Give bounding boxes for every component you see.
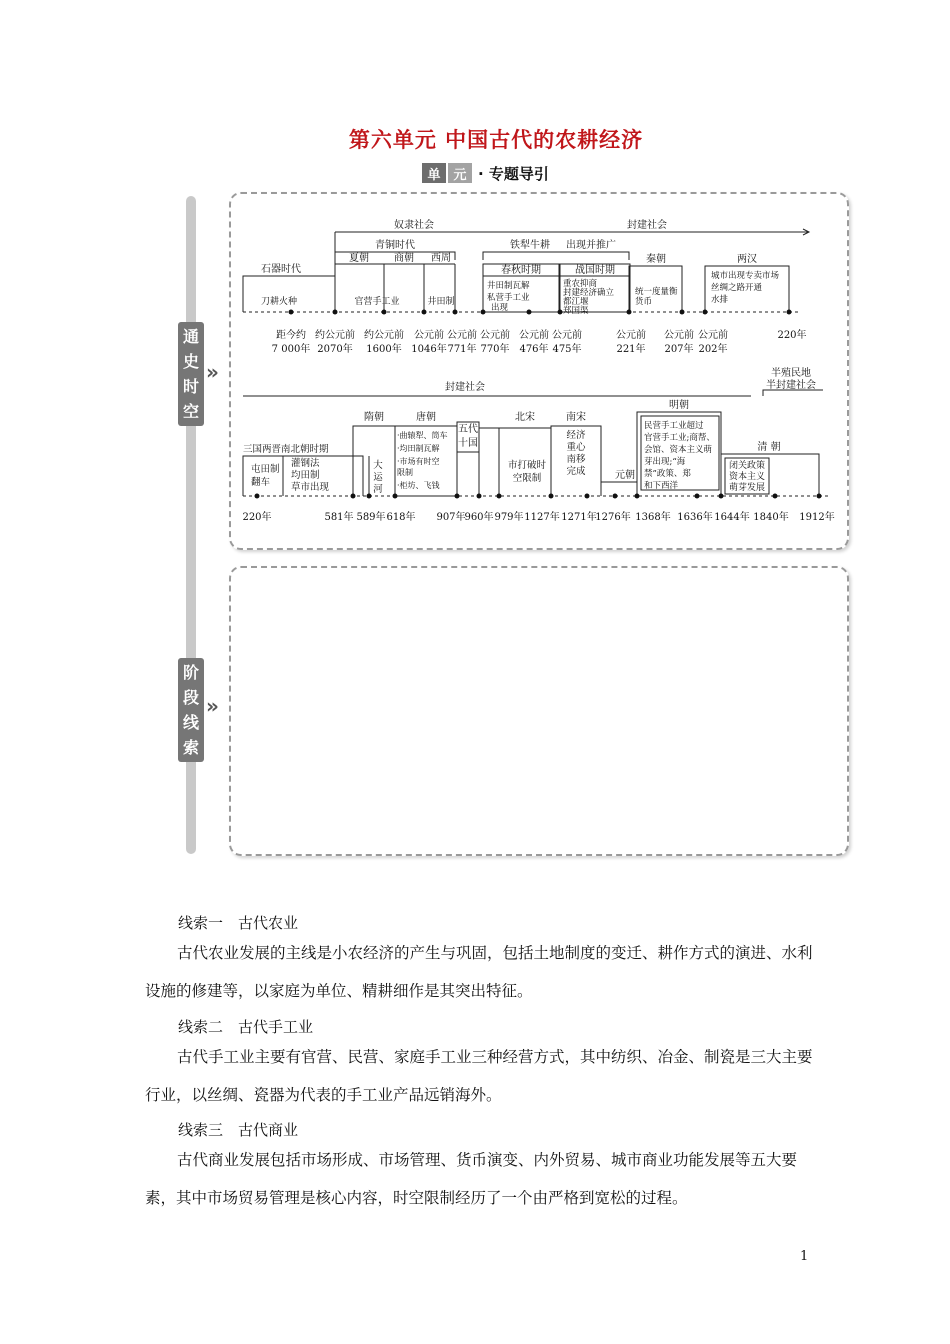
timeline-point (627, 310, 632, 315)
event-label: 空限制 (512, 473, 542, 484)
date-labels (242, 510, 834, 523)
date-label: 1046年 (411, 344, 447, 355)
event-label: 运 (373, 472, 383, 483)
event-label: 大 (373, 460, 383, 471)
event-label: 重农抑商 (563, 279, 598, 289)
date-label: 207年 (664, 344, 694, 355)
date-label: 7 000年 (271, 344, 311, 355)
society-label: 半殖民地 (771, 368, 811, 379)
period-label: 两汉 (737, 254, 757, 265)
page-number: 1 (800, 1249, 809, 1264)
event-label: 和下西洋 (644, 481, 679, 491)
event-label: ·柜坊、飞钱 (397, 481, 440, 490)
section-body: 古代手工业主要有官营、民营、家庭手工业三种经营方式，其中纺织、冶金、制瓷是三大主要行业，以丝绸、瓷器为代表的手工业产品远销海外。 (145, 1048, 813, 1104)
timeline-point (695, 494, 700, 499)
period-label: 西周 (431, 253, 451, 264)
date-label: 1636年 (677, 512, 713, 523)
event-label: ·曲辕犁、筒车 (397, 431, 448, 440)
timeline-point (422, 310, 427, 315)
event-label: 城市出现专卖市场 (711, 271, 780, 281)
date-label: 1368年 (635, 512, 671, 523)
date-label: 907年 (436, 512, 466, 523)
event-label: 刀耕火种 (260, 297, 298, 307)
timeline-point (549, 494, 554, 499)
date-label: 1644年 (714, 512, 750, 523)
period-label: 清 朝 (757, 442, 781, 453)
event-label: 封建经济确立 (563, 288, 615, 298)
event-label: 货币 (635, 297, 653, 307)
chevron-double-right-icon: » (206, 360, 219, 384)
date-label: 1276年 (595, 512, 631, 523)
subtitle (422, 162, 549, 184)
side-label-tongshishikong (178, 322, 204, 426)
event-label: 经济 (566, 430, 586, 441)
chevron-double-right-icon: » (206, 694, 219, 718)
timeline-point (817, 494, 822, 499)
timeline-point (787, 310, 792, 315)
date-label: 公元前 (414, 330, 444, 341)
side-label-char: 索 (182, 738, 199, 757)
date-label: 公元前 (616, 330, 646, 341)
date-label: 979年 (494, 512, 524, 523)
section-heading: 线索三 古代商业 (178, 1121, 299, 1139)
date-label: 960年 (464, 512, 494, 523)
event-label: 萌芽发展 (728, 483, 766, 493)
period-label: 十国 (458, 438, 478, 449)
timeline-point (680, 310, 685, 315)
timeline-point (527, 310, 532, 315)
section-heading: 线索二 古代手工业 (178, 1018, 314, 1036)
date-label: 2070年 (317, 344, 353, 355)
period-label: 元朝 (615, 470, 635, 481)
period-label: 青铜时代 (375, 240, 415, 251)
page-title: 第六单元 中国古代的农耕经济 (348, 127, 644, 152)
event-label: 出现 (491, 303, 509, 313)
event-label: 民营手工业超过 (644, 421, 704, 431)
timeline-point (351, 494, 356, 499)
side-label-char: 线 (182, 713, 199, 732)
date-label: 约公元前 (364, 330, 404, 341)
timeline-point (367, 494, 372, 499)
period-label: 战国时期 (575, 265, 615, 276)
timeline-point (333, 310, 338, 315)
timeline-point (585, 494, 590, 499)
event-label: 资本主义 (728, 472, 766, 482)
date-label: 1127年 (524, 512, 560, 523)
side-label-char: 通 (182, 327, 199, 346)
date-label: 475年 (552, 344, 582, 355)
timeline-point (393, 494, 398, 499)
period-label: 商朝 (394, 253, 414, 264)
date-label: 221年 (616, 344, 646, 355)
event-label: 闭关政策 (728, 461, 766, 471)
period-bracket (335, 264, 455, 267)
event-label: 南移 (566, 454, 586, 465)
timeline-point (289, 310, 294, 315)
society-label: 封建社会 (445, 382, 485, 393)
subtitle-box-2: 元 (448, 163, 472, 183)
date-label: 202年 (698, 344, 728, 355)
society-label: 封建社会 (627, 220, 667, 231)
side-label-char: 时 (182, 377, 199, 396)
timeline-point (613, 494, 618, 499)
section-body: 古代商业发展包括市场形成、市场管理、货币演变、内外贸易、城市商业功能发展等五大要素，其中市场贸易管理是核心内容，时空限制经历了一个由严格到宽松的过程。 (145, 1151, 798, 1207)
timeline-point (382, 310, 387, 315)
date-labels (272, 328, 807, 355)
date-label: 589年 (356, 512, 386, 523)
event-label: 翻车 (251, 477, 271, 488)
event-label: 官营手工业 (354, 297, 400, 307)
event-label: 井田制瓦解 (487, 281, 530, 291)
event-label: 完成 (566, 466, 586, 477)
event-label: 市打破时 (507, 460, 547, 471)
timeline-point (719, 494, 724, 499)
event-label: ·均田制瓦解 (397, 444, 440, 453)
date-label: 距今约 (276, 330, 306, 341)
event-label: 灌钢法 (291, 458, 320, 469)
side-label-char: 阶 (182, 663, 199, 682)
event-label: 统一度量衡 (635, 287, 678, 297)
date-label: 220年 (777, 330, 807, 341)
date-label: 公元前 (480, 330, 510, 341)
period-label: 夏朝 (349, 253, 369, 264)
period-label: 唐朝 (416, 412, 436, 423)
timeline-point (703, 310, 708, 315)
timeline-point (255, 494, 260, 499)
date-label: 1840年 (753, 512, 789, 523)
event-label: 草市出现 (291, 482, 330, 493)
date-label: 公元前 (698, 330, 728, 341)
event-label: 限制 (397, 468, 413, 477)
date-label: 约公元前 (315, 330, 355, 341)
date-label: 公元前 (552, 330, 582, 341)
event-label: 私营手工业 (487, 293, 530, 303)
period-label: 春秋时期 (501, 265, 541, 276)
timeline-point (477, 494, 482, 499)
event-label: ·市场有时空 (397, 457, 440, 466)
date-label: 1600年 (366, 344, 402, 355)
period-label: 明朝 (669, 400, 689, 411)
side-label-jieduanxiansuo (178, 658, 204, 762)
period-label: 五代 (458, 424, 478, 435)
event-label: 水排 (711, 295, 729, 305)
period-label: 三国两晋南北朝时期 (243, 444, 329, 455)
date-label: 220年 (242, 512, 272, 523)
society-label: 奴隶社会 (394, 220, 434, 231)
period-bracket (601, 482, 637, 496)
event-label: 都江堰 (563, 297, 589, 307)
timeline-point (558, 310, 563, 315)
subtitle-text: · 专题导引 (478, 164, 549, 183)
timeline-point (455, 494, 460, 499)
section-heading: 线索一 古代农业 (178, 914, 299, 932)
side-label-char: 段 (182, 688, 199, 707)
period-label: 出现并推广 (566, 240, 616, 251)
timeline-point (635, 494, 640, 499)
event-label: 井田制 (427, 297, 455, 307)
period-label: 隋朝 (364, 412, 384, 423)
period-label: 铁犁牛耕 (510, 240, 550, 251)
side-label-char: 空 (182, 402, 199, 421)
period-bracket (483, 252, 629, 260)
date-label: 1912年 (799, 512, 835, 523)
event-label: 河 (373, 484, 383, 495)
date-label: 770年 (480, 344, 510, 355)
date-label: 581年 (324, 512, 354, 523)
subtitle-box-1: 单 (422, 163, 446, 183)
timeline-point (773, 494, 778, 499)
stage-clues-panel (229, 566, 849, 856)
society-label: 半封建社会 (766, 380, 816, 391)
date-label: 公元前 (447, 330, 477, 341)
date-label: 618年 (386, 512, 416, 523)
event-label: 重心 (566, 442, 586, 453)
date-label: 1271年 (561, 512, 597, 523)
timeline-point (497, 494, 502, 499)
event-label: 郑国渠 (563, 306, 589, 316)
timeline-diagram (229, 194, 849, 550)
date-label: 公元前 (664, 330, 694, 341)
date-label: 公元前 (519, 330, 549, 341)
event-label: 官营手工业;商帮、 (644, 433, 715, 443)
period-label: 石器时代 (261, 264, 301, 275)
period-label: 秦朝 (646, 254, 666, 265)
period-label: 南宋 (566, 412, 586, 423)
period-label: 北宋 (515, 412, 535, 423)
event-label: 均田制 (291, 470, 320, 481)
timeline-point (453, 310, 458, 315)
side-label-char: 史 (182, 352, 199, 371)
event-label: 丝绸之路开通 (711, 283, 763, 293)
timeline-point (481, 310, 486, 315)
event-label: 芽出现;“海 (644, 457, 686, 467)
date-label: 476年 (519, 344, 549, 355)
date-label: 771年 (447, 344, 477, 355)
event-label: 屯田制 (251, 464, 280, 475)
event-label: 会馆、资本主义萌 (644, 445, 713, 455)
event-label: 禁”政策、郑 (644, 469, 691, 479)
section-body: 古代农业发展的主线是小农经济的产生与巩固，包括土地制度的变迁、耕作方式的演进、水利设施的修建等，以家庭为单位、精耕细作是其突出特征。 (145, 944, 813, 1000)
